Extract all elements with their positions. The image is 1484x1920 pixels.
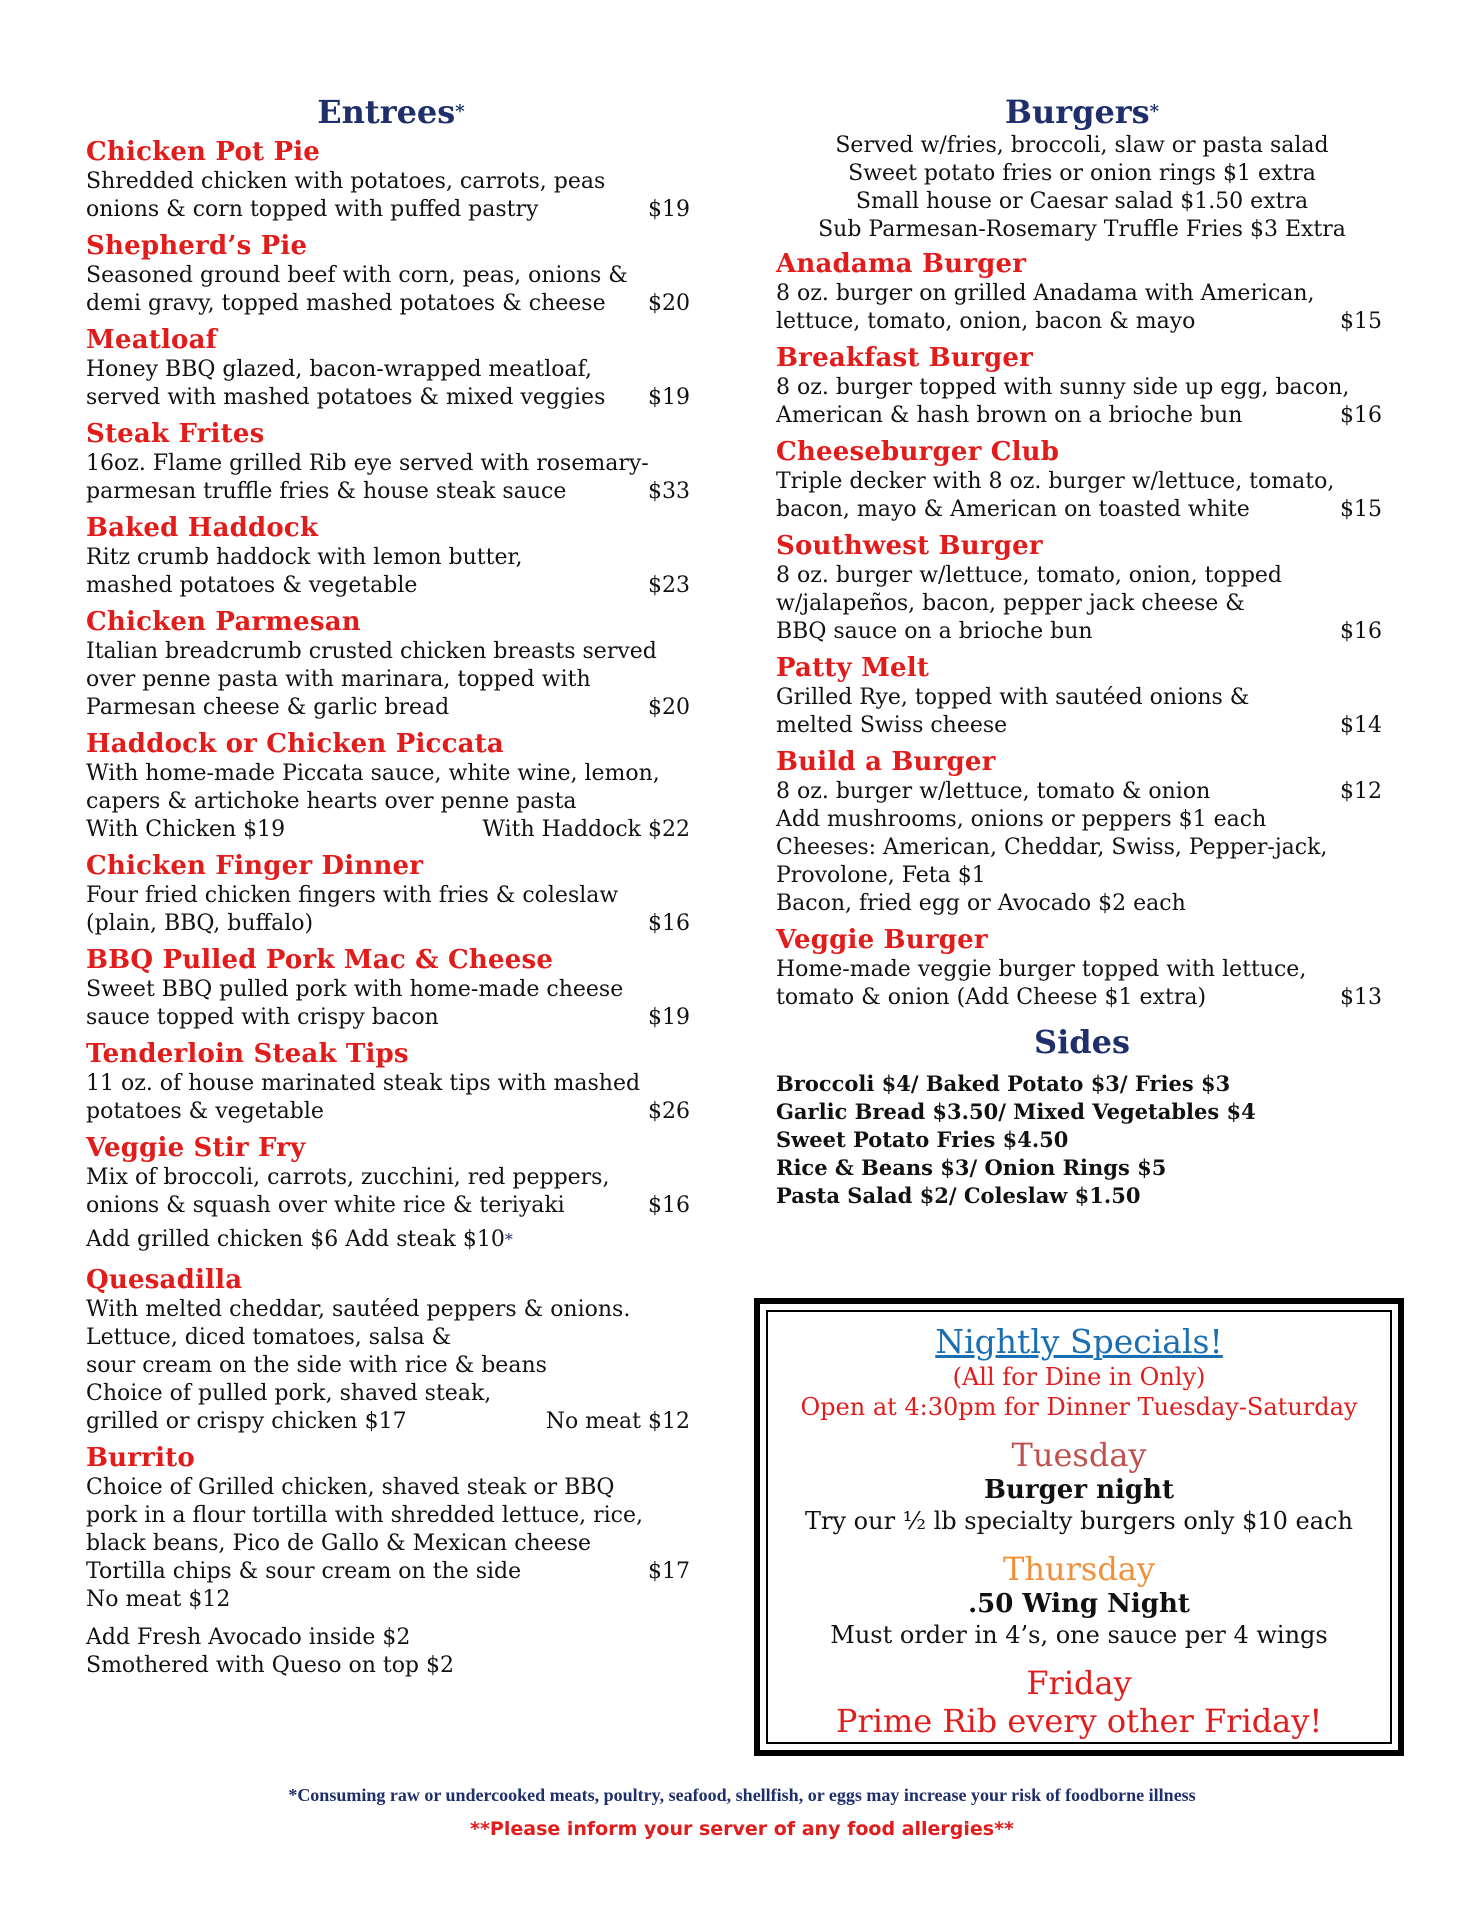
desc-text: 8 oz. burger w/lettuce, tomato, onion, topped — [776, 563, 1283, 588]
allergy-note: **Please inform your server of any food allergies** — [470, 1818, 1014, 1840]
menu-item-price: $20 — [648, 291, 690, 316]
menu-item — [86, 1038, 696, 1126]
menu-item-desc-line — [776, 684, 1388, 712]
desc-text: sauce topped with crispy bacon — [86, 1005, 439, 1030]
desc-text: 8 oz. burger topped with sunny side up egg, bacon, — [776, 375, 1350, 400]
menu-item-desc-line — [86, 1474, 696, 1502]
desc-text: Honey BBQ glazed, bacon-wrapped meatloaf, — [86, 357, 592, 382]
specials-title: Nightly Specials! — [935, 1322, 1223, 1361]
desc-text: melted Swiss cheese — [776, 713, 1008, 738]
menu-item-price: $20 — [648, 695, 690, 720]
desc-text: (plain, BBQ, buffalo) — [86, 911, 314, 936]
desc-text: Lettuce, diced tomatoes, salsa & — [86, 1325, 452, 1350]
menu-item-price: $14 — [1340, 713, 1382, 738]
menu-item — [86, 1132, 696, 1220]
menu-item — [776, 248, 1388, 336]
menu-item-name: Quesadilla — [86, 1265, 243, 1295]
menu-item-desc-line — [86, 168, 696, 196]
desc-text: grilled or crispy chicken $17 — [86, 1409, 407, 1434]
desc-text: 16oz. Flame grilled Rib eye served with rosemary- — [86, 451, 649, 476]
menu-item-price: $16 — [1340, 619, 1382, 644]
menu-item-name: Southwest Burger — [776, 531, 1043, 561]
desc-text: Mix of broccoli, carrots, zucchini, red peppers, — [86, 1165, 610, 1190]
menu-item-name: Baked Haddock — [86, 513, 319, 543]
menu-item-price: No meat $12 — [545, 1409, 690, 1434]
menu-item-price: With Haddock $22 — [482, 817, 690, 842]
desc-text: Ritz crumb haddock with lemon butter, — [86, 545, 523, 570]
desc-text: bacon, mayo & American on toasted white — [776, 497, 1250, 522]
desc-text: With melted cheddar, sautéed peppers & onions. — [86, 1297, 631, 1322]
intro-line: Served w/fries, broccoli, slaw or pasta salad — [835, 133, 1329, 158]
friday-special-desc: Prime Rib every other Friday! — [835, 1702, 1323, 1740]
menu-item-desc-line — [86, 1192, 696, 1220]
menu-item — [86, 944, 696, 1032]
menu-item — [776, 530, 1388, 646]
menu-item-desc-line — [776, 806, 1388, 834]
menu-item-desc-line — [86, 572, 696, 600]
desc-text: American & hash brown on a brioche bun — [776, 403, 1243, 428]
menu-item — [776, 342, 1388, 430]
menu-item-desc-line — [86, 1408, 696, 1436]
desc-text: With home-made Piccata sauce, white wine, lemon, — [86, 761, 660, 786]
intro-line: Small house or Caesar salad $1.50 extra — [855, 189, 1309, 214]
menu-item-desc-line — [86, 1558, 696, 1586]
menu-item-name: Steak Frites — [86, 419, 265, 449]
menu-item-desc-line — [86, 1502, 696, 1530]
menu-item — [86, 324, 696, 412]
desc-text: 8 oz. burger w/lettuce, tomato & onion — [776, 779, 1211, 804]
menu-item-name: Breakfast Burger — [776, 343, 1034, 373]
menu-item-desc-line — [86, 1324, 696, 1352]
menu-item-desc-line — [86, 882, 696, 910]
desc-text: No meat $12 — [86, 1587, 231, 1612]
thursday-label: Thursday — [1003, 1550, 1155, 1588]
desc-text: black beans, Pico de Gallo & Mexican cheese — [86, 1531, 592, 1556]
menu-item-name: Veggie Stir Fry — [86, 1133, 306, 1163]
menu-item-desc-line — [86, 196, 696, 224]
menu-item-desc-line — [86, 1004, 696, 1032]
burgers-title: Burgers* — [1004, 93, 1160, 131]
menu-item — [86, 136, 696, 224]
menu-item — [776, 652, 1388, 740]
entrees-title: Entrees* — [317, 93, 465, 131]
menu-item-desc-line — [86, 1296, 696, 1324]
desc-text: 8 oz. burger on grilled Anadama with American, — [776, 281, 1315, 306]
menu-item-desc-line — [86, 290, 696, 318]
nightly-specials-box — [754, 1298, 1404, 1756]
menu-item-price: $33 — [648, 479, 690, 504]
menu-item-desc-line — [776, 890, 1388, 918]
menu-item-price: $15 — [1340, 497, 1382, 522]
entrees-column — [86, 92, 696, 1680]
desc-text: Grilled Rye, topped with sautéed onions & — [776, 685, 1250, 710]
menu-item-name: Meatloaf — [86, 325, 218, 355]
desc-text: onions & corn topped with puffed pastry — [86, 197, 539, 222]
burgers-column — [776, 92, 1388, 1210]
menu-item — [86, 728, 696, 844]
entrees-extras — [86, 1624, 696, 1680]
thursday-special-desc: Must order in 4’s, one sauce per 4 wings — [830, 1621, 1328, 1649]
menu-item-name: Veggie Burger — [776, 925, 988, 955]
dine-in-note: (All for Dine in Only) — [952, 1363, 1206, 1391]
menu-item-desc-line — [86, 638, 696, 666]
desc-text: lettuce, tomato, onion, bacon & mayo — [776, 309, 1196, 334]
desc-text: sour cream on the side with rice & beans — [86, 1353, 547, 1378]
menu-item-desc-line — [86, 910, 696, 938]
menu-item-name: Burrito — [86, 1443, 195, 1473]
menu-item-desc-line — [86, 788, 696, 816]
menu-item-name: Shepherd’s Pie — [86, 231, 308, 261]
desc-text: Choice of Grilled chicken, shaved steak or BBQ — [86, 1475, 615, 1500]
menu-item-name: BBQ Pulled Pork Mac & Cheese — [86, 945, 554, 975]
menu-item-desc-line — [86, 1098, 696, 1126]
desc-text: BBQ sauce on a brioche bun — [776, 619, 1093, 644]
menu-item-desc-line — [776, 862, 1388, 890]
menu-item-desc-line — [776, 496, 1388, 524]
desc-text: onions & squash over white rice & teriyaki — [86, 1193, 565, 1218]
sides-line: Garlic Bread $3.50/ Mixed Vegetables $4 — [776, 1099, 1256, 1124]
desc-text: mashed potatoes & vegetable — [86, 573, 418, 598]
desc-text: Bacon, fried egg or Avocado $2 each — [776, 891, 1186, 916]
desc-text: Provolone, Feta $1 — [776, 863, 986, 888]
desc-text: parmesan truffle fries & house steak sauce — [86, 479, 567, 504]
desc-text: Shredded chicken with potatoes, carrots, peas — [86, 169, 606, 194]
menu-item-name: Build a Burger — [776, 747, 996, 777]
nightly-specials-inner — [766, 1310, 1392, 1744]
desc-text: Cheeses: American, Cheddar, Swiss, Pepper-jack, — [776, 835, 1328, 860]
menu-item-desc-line — [776, 374, 1388, 402]
menu-item-desc-line — [86, 1352, 696, 1380]
menu-item-desc-line — [86, 384, 696, 412]
menu-item — [86, 1442, 696, 1614]
menu-item-price: $16 — [648, 1193, 690, 1218]
entrees-list — [86, 136, 696, 1220]
burgers-list — [776, 248, 1388, 1012]
menu-item-desc-line — [776, 590, 1388, 618]
desc-text: Tortilla chips & sour cream on the side — [86, 1559, 522, 1584]
menu-item-desc-line — [776, 402, 1388, 430]
menu-item-desc-line — [776, 712, 1388, 740]
sides-line: Sweet Potato Fries $4.50 — [776, 1127, 1069, 1152]
intro-line: Sub Parmesan-Rosemary Truffle Fries $3 Extra — [818, 217, 1346, 242]
sides-list — [776, 1070, 1388, 1210]
desc-text: With Chicken $19 — [86, 817, 286, 842]
sides-line: Pasta Salad $2/ Coleslaw $1.50 — [776, 1183, 1141, 1208]
tuesday-special-desc: Try our ½ lb specialty burgers only $10 each — [805, 1507, 1353, 1535]
desc-text: served with mashed potatoes & mixed veggies — [86, 385, 606, 410]
menu-item-desc-line — [776, 778, 1388, 806]
entrees-list-2 — [86, 1264, 696, 1614]
menu-item — [776, 746, 1388, 918]
burgers-intro — [776, 132, 1388, 244]
extra-line: Smothered with Queso on top $2 — [86, 1653, 455, 1678]
menu-item — [86, 512, 696, 600]
menu-item — [86, 1264, 696, 1436]
menu-item-price: $19 — [648, 385, 690, 410]
sides-line: Broccoli $4/ Baked Potato $3/ Fries $3 — [776, 1071, 1231, 1096]
menu-item-desc-line — [86, 544, 696, 572]
menu-item-price: $13 — [1340, 985, 1382, 1010]
menu-item-desc-line — [776, 280, 1388, 308]
menu-item — [86, 418, 696, 506]
menu-item-price: $17 — [648, 1559, 690, 1584]
intro-line: Sweet potato fries or onion rings $1 extra — [848, 161, 1316, 186]
entrees-addon: Add grilled chicken $6 Add steak $10* — [86, 1227, 513, 1252]
menu-item-price: $15 — [1340, 309, 1382, 334]
desc-text: Parmesan cheese & garlic bread — [86, 695, 450, 720]
desc-text: Italian breadcrumb crusted chicken breasts served — [86, 639, 657, 664]
open-hours: Open at 4:30pm for Dinner Tuesday-Saturday — [800, 1393, 1358, 1421]
menu-item-name: Patty Melt — [776, 653, 930, 683]
friday-label: Friday — [1026, 1664, 1132, 1702]
menu-item — [86, 606, 696, 722]
menu-item-desc-line — [86, 262, 696, 290]
desc-text: over penne pasta with marinara, topped with — [86, 667, 591, 692]
menu-item-desc-line — [86, 356, 696, 384]
sides-title: Sides — [1033, 1023, 1130, 1061]
menu-item-name: Chicken Parmesan — [86, 607, 361, 637]
menu-item-desc-line — [86, 450, 696, 478]
menu-item-name: Anadama Burger — [776, 249, 1027, 279]
sides-line: Rice & Beans $3/ Onion Rings $5 — [776, 1155, 1167, 1180]
menu-item — [86, 850, 696, 938]
menu-item-desc-line — [86, 1530, 696, 1558]
menu-item-desc-line — [86, 1070, 696, 1098]
desc-text: Add mushrooms, onions or peppers $1 each — [776, 807, 1267, 832]
menu-item — [86, 230, 696, 318]
extra-line: Add Fresh Avocado inside $2 — [86, 1625, 411, 1650]
desc-text: capers & artichoke hearts over penne pasta — [86, 789, 577, 814]
menu-item-name: Chicken Finger Dinner — [86, 851, 424, 881]
menu-item-desc-line — [86, 1380, 696, 1408]
tuesday-label: Tuesday — [1011, 1436, 1147, 1474]
menu-item-name: Haddock or Chicken Piccata — [86, 729, 504, 759]
menu-item — [776, 924, 1388, 1012]
menu-item-name: Chicken Pot Pie — [86, 137, 321, 167]
menu-item-name: Cheeseburger Club — [776, 437, 1060, 467]
menu-item-desc-line — [86, 1586, 696, 1614]
menu-item-desc-line — [86, 694, 696, 722]
desc-text: Sweet BBQ pulled pork with home-made cheese — [86, 977, 624, 1002]
desc-text: Triple decker with 8 oz. burger w/lettuce, tomato, — [776, 469, 1335, 494]
menu-item-price: $19 — [648, 1005, 690, 1030]
desc-text: tomato & onion (Add Cheese $1 extra) — [776, 985, 1207, 1010]
menu-item-desc-line — [776, 834, 1388, 862]
menu-item-desc-line — [86, 816, 696, 844]
menu-item-desc-line — [86, 1164, 696, 1192]
menu-item — [776, 436, 1388, 524]
menu-item-desc-line — [776, 984, 1388, 1012]
menu-item-price: $12 — [1340, 779, 1382, 804]
menu-item-desc-line — [776, 308, 1388, 336]
menu-item-desc-line — [86, 478, 696, 506]
menu-item-price: $23 — [648, 573, 690, 598]
menu-item-name: Tenderloin Steak Tips — [86, 1039, 409, 1069]
menu-item-desc-line — [86, 666, 696, 694]
desc-text: Choice of pulled pork, shaved steak, — [86, 1381, 492, 1406]
thursday-special-name: .50 Wing Night — [968, 1589, 1190, 1619]
desc-text: potatoes & vegetable — [86, 1099, 324, 1124]
menu-item-desc-line — [776, 618, 1388, 646]
desc-text: 11 oz. of house marinated steak tips with mashed — [86, 1071, 641, 1096]
menu-item-price: $16 — [648, 911, 690, 936]
desc-text: Home-made veggie burger topped with lettuce, — [776, 957, 1307, 982]
menu-item-price: $26 — [648, 1099, 690, 1124]
tuesday-special-name: Burger night — [984, 1475, 1174, 1505]
menu-item-price: $16 — [1340, 403, 1382, 428]
foodborne-warning: *Consuming raw or undercooked meats, poultry, seafood, shellfish, or eggs may increase your risk of foodborne illness — [288, 1785, 1196, 1805]
desc-text: w/jalapeños, bacon, pepper jack cheese & — [776, 591, 1245, 616]
menu-item-price: $19 — [648, 197, 690, 222]
desc-text: Seasoned ground beef with corn, peas, onions & — [86, 263, 628, 288]
menu-item-desc-line — [86, 760, 696, 788]
desc-text: pork in a flour tortilla with shredded lettuce, rice, — [86, 1503, 643, 1528]
menu-item-desc-line — [776, 562, 1388, 590]
desc-text: demi gravy, topped mashed potatoes & cheese — [86, 291, 606, 316]
menu-item-desc-line — [776, 956, 1388, 984]
menu-item-desc-line — [86, 976, 696, 1004]
desc-text: Four fried chicken fingers with fries & coleslaw — [86, 883, 619, 908]
menu-item-desc-line — [776, 468, 1388, 496]
